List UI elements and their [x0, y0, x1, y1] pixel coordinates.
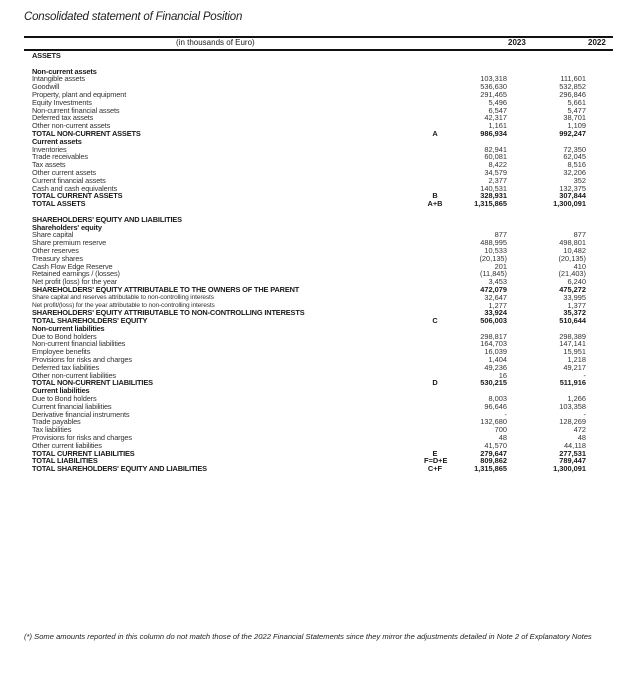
value-2022: 352	[573, 175, 586, 185]
row-label: Share capital	[32, 230, 74, 240]
row-reference: C+F	[427, 464, 443, 474]
value-2022: 1,300,091	[553, 199, 586, 209]
row-label: Due to Bond holders	[32, 331, 97, 341]
value-2023: 33,924	[484, 308, 507, 318]
table-row	[24, 216, 613, 224]
table-row	[24, 356, 613, 364]
table-row	[24, 387, 613, 395]
row-reference: F=D+E	[424, 456, 448, 466]
row-label: Deferred tax assets	[32, 113, 94, 123]
value-2023: 488,995	[480, 238, 507, 248]
row-label: Current financial assets	[32, 175, 106, 185]
value-2023: 986,934	[480, 128, 507, 138]
footnote: (*) Some amounts reported in this column do not match those of the 2022 Financial Statements since they mirror the adjustments detailed in Note 2 of Explanatory Notes	[24, 632, 592, 641]
row-label: Tax liabilities	[32, 425, 72, 435]
value-2023: 140,531	[480, 183, 507, 193]
value-2022: 48	[577, 433, 586, 443]
table-row	[24, 75, 613, 83]
column-header-2023: 2023	[508, 38, 526, 47]
value-2023: 5,496	[488, 97, 507, 107]
value-2023: 1,315,865	[474, 464, 507, 474]
document-title: Consolidated statement of Financial Position	[24, 11, 243, 23]
row-label: TOTAL CURRENT ASSETS	[32, 191, 123, 201]
table-row	[24, 286, 613, 294]
value-2023: 8,422	[488, 160, 507, 170]
value-2023: 1,404	[488, 355, 507, 365]
value-2022: 62,045	[563, 152, 586, 162]
value-2022: 49,217	[563, 362, 586, 372]
row-label: Trade receivables	[32, 152, 88, 162]
value-2022: 6,240	[567, 277, 586, 287]
unit-label: (in thousands of Euro)	[176, 38, 255, 47]
row-label: Net profit/(loss) for the year attributable to non-controlling interests	[32, 301, 215, 309]
value-2022: 8,516	[567, 160, 586, 170]
row-label: TOTAL SHAREHOLDERS' EQUITY	[32, 316, 148, 326]
row-label: ASSETS	[32, 51, 61, 60]
value-2023: 49,236	[484, 362, 507, 372]
value-2023: 298,817	[480, 331, 507, 341]
table-row	[24, 231, 613, 239]
table-row	[24, 434, 613, 442]
value-2022: 1,218	[567, 355, 586, 365]
column-header-2022: 2022	[588, 38, 606, 47]
row-label: Other reserves	[32, 245, 79, 255]
row-label: Equity Investments	[32, 97, 92, 107]
table-row	[24, 379, 613, 387]
value-2023: 291,465	[480, 89, 507, 99]
value-2023: 809,862	[480, 456, 507, 466]
value-2023: 472,079	[480, 284, 507, 294]
row-label: Property, plant and equipment	[32, 89, 127, 99]
row-label: Provisions for risks and charges	[32, 433, 132, 443]
table-row	[24, 450, 613, 458]
row-label: TOTAL LIABILITIES	[32, 456, 98, 466]
value-2022: (21,403)	[558, 269, 586, 279]
row-label: Non-current liabilities	[32, 323, 105, 333]
row-label: TOTAL ASSETS	[32, 199, 86, 209]
table-row	[24, 224, 613, 232]
value-2023: 41,570	[484, 440, 507, 450]
value-2022: 410	[573, 261, 586, 271]
spacer-row	[24, 60, 613, 68]
row-label: Inventories	[32, 144, 67, 154]
table-row	[24, 169, 613, 177]
value-2023: 8,003	[488, 394, 507, 404]
value-2023: 48	[498, 433, 507, 443]
value-2022: 296,846	[559, 89, 586, 99]
value-2023: 96,646	[484, 401, 507, 411]
value-2022: 38,701	[563, 113, 586, 123]
row-label: Cash and cash equivalents	[32, 183, 117, 193]
row-label: Cash Flow Edge Reserve	[32, 261, 113, 271]
table-row	[24, 146, 613, 154]
table-row	[24, 161, 613, 169]
value-2022: (20,135)	[558, 253, 586, 263]
value-2023: 82,941	[484, 144, 507, 154]
row-label: TOTAL NON-CURRENT ASSETS	[32, 128, 141, 138]
row-label: Net profit (loss) for the year	[32, 277, 118, 287]
row-label: TOTAL SHAREHOLDERS' EQUITY AND LIABILITIES	[32, 464, 207, 474]
table-row	[24, 192, 613, 200]
value-2022: 992,247	[559, 128, 586, 138]
row-label: SHAREHOLDERS' EQUITY AND LIABILITIES	[32, 214, 182, 224]
value-2022: 44,118	[563, 440, 586, 450]
row-label: Other non-current assets	[32, 121, 111, 131]
value-2022: 877	[573, 230, 586, 240]
value-2022: 1,109	[567, 121, 586, 131]
value-2023: 279,647	[480, 448, 507, 458]
value-2023: 700	[494, 425, 507, 435]
row-label: Non-current financial liabilities	[32, 339, 126, 349]
row-reference: C	[432, 316, 438, 326]
row-label: Tax assets	[32, 160, 66, 170]
row-label: Shareholders' equity	[32, 222, 102, 232]
table-row	[24, 418, 613, 426]
table-row	[24, 247, 613, 255]
financial-position-table	[24, 52, 613, 473]
value-2022: 132,375	[559, 183, 586, 193]
value-2023: 16,039	[484, 347, 507, 357]
table-row	[24, 340, 613, 348]
value-2023: 3,453	[488, 277, 507, 287]
value-2023: 1,277	[488, 300, 507, 310]
row-label: Derivative financial instruments	[32, 409, 130, 419]
value-2022: 277,531	[559, 448, 586, 458]
value-2022: 35,372	[563, 308, 586, 318]
value-2023: (20,135)	[479, 253, 507, 263]
value-2022: 510,644	[559, 316, 586, 326]
value-2023: 201	[494, 261, 507, 271]
value-2023: 32,647	[484, 292, 507, 302]
value-2023: 1,161	[488, 121, 507, 131]
table-row	[24, 200, 613, 208]
row-label: SHAREHOLDERS' EQUITY ATTRIBUTABLE TO NON-CONTROLLING INTERESTS	[32, 308, 305, 318]
value-2022: 1,266	[567, 394, 586, 404]
row-label: Treasury shares	[32, 253, 83, 263]
table-row	[24, 107, 613, 115]
value-2023: 877	[494, 230, 507, 240]
row-label: Current financial liabilities	[32, 401, 112, 411]
table-row	[24, 138, 613, 146]
row-label: Other current liabilities	[32, 440, 102, 450]
row-label: TOTAL NON-CURRENT LIABILITIES	[32, 378, 153, 388]
table-row	[24, 52, 613, 60]
value-2022: 5,477	[567, 105, 586, 115]
row-label: Employee benefits	[32, 347, 91, 357]
value-2022: 472	[573, 425, 586, 435]
table-row	[24, 130, 613, 138]
value-2022: 475,272	[559, 284, 586, 294]
table-row	[24, 294, 613, 302]
value-2023: 506,003	[480, 316, 507, 326]
value-2022: 15,951	[563, 347, 586, 357]
value-2022: 128,269	[559, 417, 586, 427]
row-label: Goodwill	[32, 82, 60, 92]
value-2023: 164,703	[480, 339, 507, 349]
value-2022: 532,852	[559, 82, 586, 92]
value-2023: 1,315,865	[474, 199, 507, 209]
table-row	[24, 114, 613, 122]
row-label: Non-current assets	[32, 66, 97, 76]
value-2023: -	[504, 409, 507, 419]
row-label: Deferred tax liabilities	[32, 362, 100, 372]
value-2022: 111,601	[560, 74, 586, 84]
row-label: Current liabilities	[32, 386, 90, 396]
value-2022: 498,801	[559, 238, 586, 248]
row-label: Share capital and reserves attributable to non-controlling interests	[32, 293, 214, 301]
value-2022: 5,661	[567, 97, 586, 107]
table-row	[24, 395, 613, 403]
row-label: Trade payables	[32, 417, 81, 427]
table-row	[24, 153, 613, 161]
value-2022: 789,447	[559, 456, 586, 466]
row-reference: E	[432, 448, 438, 458]
row-label: Non-current financial assets	[32, 105, 120, 115]
value-2022: 1,377	[567, 300, 586, 310]
table-row	[24, 91, 613, 99]
table-row	[24, 465, 613, 473]
row-label: TOTAL CURRENT LIABILITIES	[32, 448, 135, 458]
row-label: Other current assets	[32, 167, 96, 177]
value-2023: 34,579	[484, 167, 507, 177]
value-2023: 60,081	[484, 152, 507, 162]
value-2023: (11,845)	[480, 269, 507, 279]
row-reference: B	[432, 191, 438, 201]
value-2022: 147,141	[559, 339, 586, 349]
value-2022: 33,995	[563, 292, 586, 302]
row-label: Current assets	[32, 136, 82, 146]
row-label: Provisions for risks and charges	[32, 355, 132, 365]
value-2022: 307,844	[559, 191, 586, 201]
row-reference: A+B	[427, 199, 443, 209]
value-2022: -	[583, 409, 586, 419]
value-2023: 103,318	[480, 74, 507, 84]
row-label: Share premium reserve	[32, 238, 107, 248]
row-label: Other non-current liabilities	[32, 370, 116, 380]
value-2022: 32,206	[563, 167, 586, 177]
row-label: Retained earnings / (losses)	[32, 269, 120, 279]
table-row	[24, 325, 613, 333]
value-2022: 10,482	[563, 245, 586, 255]
value-2022: 511,916	[559, 378, 586, 388]
table-header	[24, 36, 613, 51]
value-2022: 298,389	[559, 331, 586, 341]
row-reference: A	[432, 128, 438, 138]
row-label: SHAREHOLDERS' EQUITY ATTRIBUTABLE TO THE OWNERS OF THE PARENT	[32, 284, 300, 294]
value-2022: 103,358	[559, 401, 586, 411]
value-2023: 536,630	[480, 82, 507, 92]
value-2023: 132,680	[480, 417, 507, 427]
row-label: Intangible assets	[32, 74, 85, 84]
value-2023: 10,533	[484, 245, 507, 255]
value-2022: -	[583, 370, 586, 380]
value-2023: 42,317	[484, 113, 507, 123]
value-2022: 1,300,091	[553, 464, 586, 474]
value-2023: 328,931	[480, 191, 507, 201]
table-row	[24, 317, 613, 325]
value-2022: 72,350	[563, 144, 586, 154]
row-label: Due to Bond holders	[32, 394, 97, 404]
row-reference: D	[432, 378, 438, 388]
table-row	[24, 411, 613, 419]
table-row	[24, 239, 613, 247]
value-2023: 6,547	[488, 105, 507, 115]
table-row	[24, 68, 613, 76]
value-2023: 530,215	[480, 378, 507, 388]
value-2023: 16	[498, 370, 507, 380]
value-2023: 2,377	[488, 175, 507, 185]
